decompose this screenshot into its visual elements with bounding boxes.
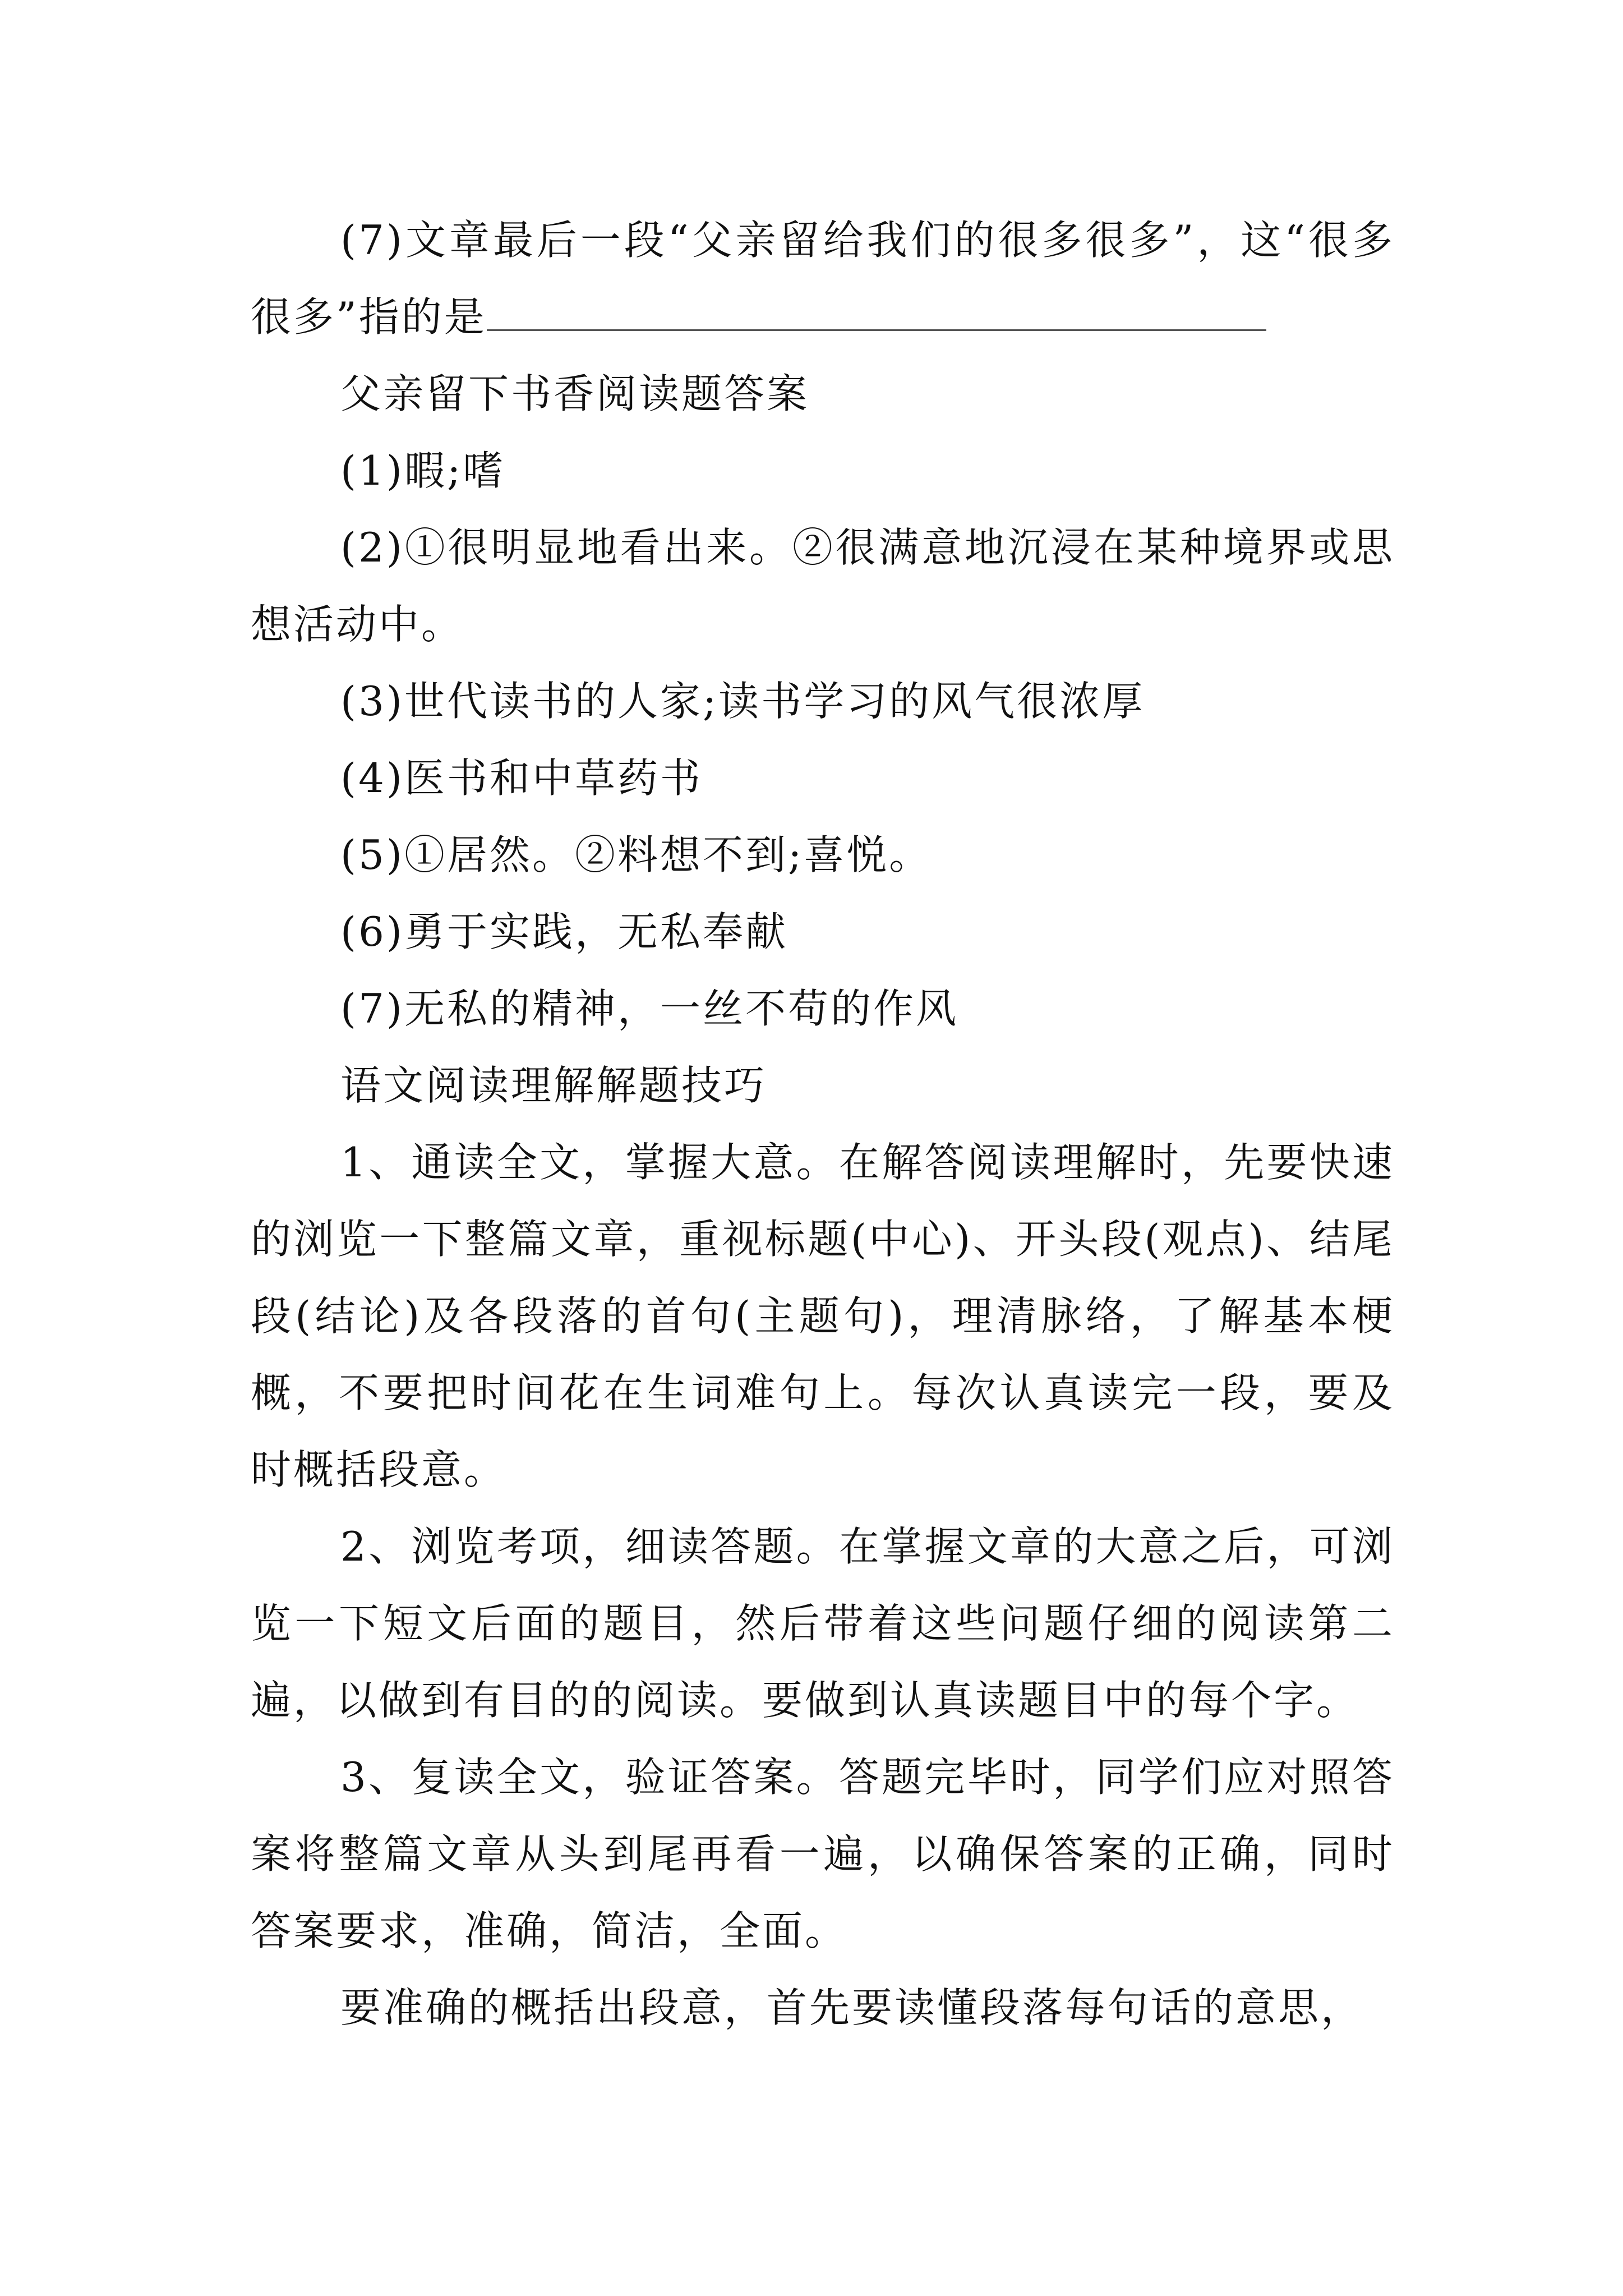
answers-heading: 父亲留下书香阅读题答案 bbox=[340, 370, 810, 417]
answer-item-7: (7)无私的精神，一丝不苟的作风 bbox=[340, 985, 958, 1032]
question-7 bbox=[251, 202, 1395, 356]
answer-item-3: (3)世代读书的人家;读书学习的风气很浓厚 bbox=[340, 678, 1145, 725]
tip-paragraph-2: 2、浏览考项，细读答题。在掌握文章的大意之后，可浏览一下短文后面的题目，然后带着这些问题仔细的阅读第二遍，以做到有目的的阅读。要做到认真读题目中的每个字。 bbox=[251, 1523, 1395, 1724]
tip-paragraph-3: 3、复读全文，验证答案。答题完毕时，同学们应对照答案将整篇文章从头到尾再看一遍，以确保答案的正确，同时答案要求，准确，简洁，全面。 bbox=[251, 1754, 1395, 1954]
answer-item-5: (5)①居然。②料想不到;喜悦。 bbox=[340, 831, 932, 878]
question-7-text: (7)文章最后一段“父亲留给我们的很多很多”，这“很多很多”指的是 bbox=[251, 217, 1395, 341]
answer-item-1: (1)暇;嗜 bbox=[340, 447, 506, 494]
document-body bbox=[251, 202, 1395, 2046]
answer-item-6: (6)勇于实践，无私奉献 bbox=[340, 908, 788, 955]
answer-item-4: (4)医书和中草药书 bbox=[340, 754, 703, 802]
tips-heading: 语文阅读理解解题技巧 bbox=[340, 1062, 767, 1109]
answer-item-2: (2)①很明显地看出来。②很满意地沉浸在某种境界或思想活动中。 bbox=[251, 524, 1395, 648]
summary-tip-paragraph: 要准确的概括出段意，首先要读懂段落每句话的意思， bbox=[340, 1984, 1364, 2031]
tip-paragraph-1: 1、通读全文，掌握大意。在解答阅读理解时，先要快速的浏览一下整篇文章，重视标题(中心)、开头段(观点)、结尾段(结论)及各段落的首句(主题句)，理清脉络，了解基本梗概，不要把时间花在生词难句上。每次认真读完一段，要及时概括段意。 bbox=[251, 1139, 1395, 1493]
answer-blank-line bbox=[487, 296, 1266, 331]
